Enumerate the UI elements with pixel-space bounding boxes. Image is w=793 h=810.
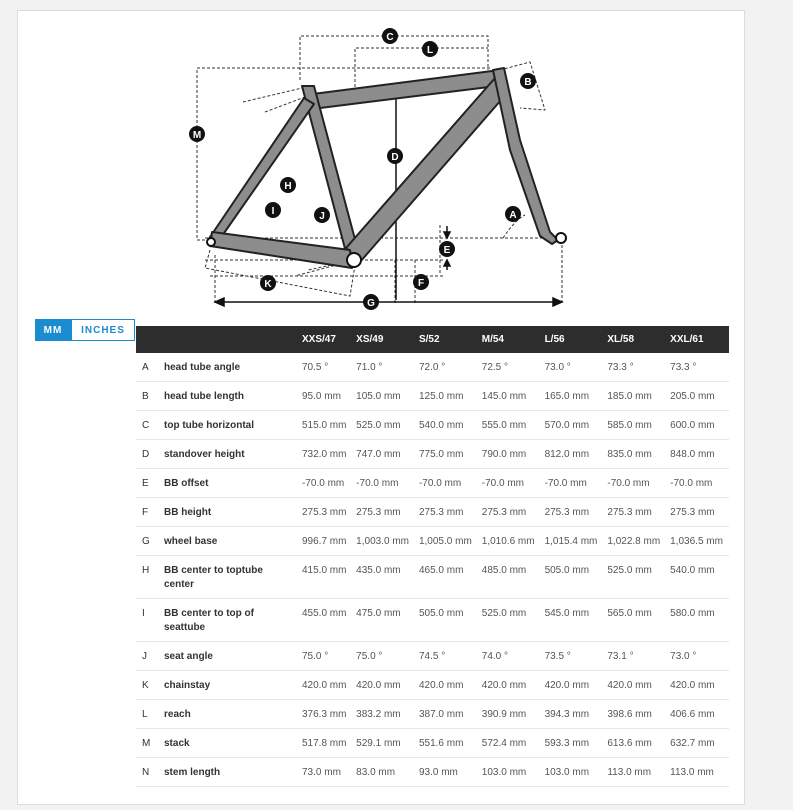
row-value: 996.7 mm bbox=[298, 527, 352, 556]
row-letter: E bbox=[136, 469, 160, 498]
row-value: 74.0 ° bbox=[478, 642, 541, 671]
marker-f bbox=[413, 274, 429, 290]
row-value: 73.3 ° bbox=[666, 353, 729, 382]
unit-mm-button[interactable]: MM bbox=[35, 319, 71, 341]
row-value: 525.0 mm bbox=[352, 411, 415, 440]
row-letter: F bbox=[136, 498, 160, 527]
row-letter: J bbox=[136, 642, 160, 671]
row-value: 72.0 ° bbox=[415, 353, 478, 382]
row-value: 475.0 mm bbox=[352, 599, 415, 642]
row-value: 275.3 mm bbox=[298, 498, 352, 527]
svg-text:B: B bbox=[524, 77, 532, 88]
row-value: 376.3 mm bbox=[298, 700, 352, 729]
row-label: head tube angle bbox=[160, 353, 298, 382]
row-value: 420.0 mm bbox=[298, 671, 352, 700]
row-value: 1,003.0 mm bbox=[352, 527, 415, 556]
svg-text:L: L bbox=[426, 45, 434, 56]
row-value: 113.0 mm bbox=[666, 758, 729, 787]
row-value: 545.0 mm bbox=[541, 599, 604, 642]
row-value: 95.0 mm bbox=[298, 382, 352, 411]
row-value: 1,036.5 mm bbox=[666, 527, 729, 556]
row-label: reach bbox=[160, 700, 298, 729]
svg-text:M: M bbox=[192, 130, 202, 141]
row-value: 72.5 ° bbox=[478, 353, 541, 382]
row-value: 73.5 ° bbox=[541, 642, 604, 671]
header-size: S/52 bbox=[415, 326, 478, 353]
row-value: 73.0 ° bbox=[541, 353, 604, 382]
table-row bbox=[136, 729, 729, 758]
marker-m bbox=[189, 126, 205, 142]
table-row bbox=[136, 700, 729, 729]
row-label: top tube horizontal bbox=[160, 411, 298, 440]
row-value: 73.3 ° bbox=[603, 353, 666, 382]
row-value: -70.0 mm bbox=[478, 469, 541, 498]
row-letter: I bbox=[136, 599, 160, 642]
marker-h bbox=[280, 177, 296, 193]
row-value: 812.0 mm bbox=[541, 440, 604, 469]
row-value: 70.5 ° bbox=[298, 353, 352, 382]
row-letter: N bbox=[136, 758, 160, 787]
row-value: 1,015.4 mm bbox=[541, 527, 604, 556]
row-value: 732.0 mm bbox=[298, 440, 352, 469]
row-value: 1,010.6 mm bbox=[478, 527, 541, 556]
row-value: 529.1 mm bbox=[352, 729, 415, 758]
row-letter: G bbox=[136, 527, 160, 556]
table-header-row bbox=[136, 326, 729, 353]
row-value: -70.0 mm bbox=[666, 469, 729, 498]
row-value: 105.0 mm bbox=[352, 382, 415, 411]
row-value: 103.0 mm bbox=[478, 758, 541, 787]
row-value: 565.0 mm bbox=[603, 599, 666, 642]
marker-d bbox=[387, 148, 403, 164]
row-value: 593.3 mm bbox=[541, 729, 604, 758]
row-value: 540.0 mm bbox=[666, 556, 729, 599]
table-row bbox=[136, 469, 729, 498]
row-value: 275.3 mm bbox=[603, 498, 666, 527]
header-letter bbox=[136, 326, 160, 353]
row-label: wheel base bbox=[160, 527, 298, 556]
row-value: 275.3 mm bbox=[478, 498, 541, 527]
row-value: 205.0 mm bbox=[666, 382, 729, 411]
row-value: 73.0 ° bbox=[666, 642, 729, 671]
svg-text:F: F bbox=[417, 278, 425, 289]
row-letter: C bbox=[136, 411, 160, 440]
marker-a bbox=[505, 206, 521, 222]
row-value: 145.0 mm bbox=[478, 382, 541, 411]
row-value: 73.1 ° bbox=[603, 642, 666, 671]
svg-text:C: C bbox=[386, 32, 394, 43]
table-row bbox=[136, 671, 729, 700]
svg-text:H: H bbox=[284, 181, 292, 192]
row-value: 848.0 mm bbox=[666, 440, 729, 469]
row-label: BB offset bbox=[160, 469, 298, 498]
svg-text:J: J bbox=[319, 211, 325, 222]
row-value: 570.0 mm bbox=[541, 411, 604, 440]
svg-text:E: E bbox=[443, 245, 451, 256]
row-label: seat angle bbox=[160, 642, 298, 671]
table-row bbox=[136, 498, 729, 527]
row-value: 555.0 mm bbox=[478, 411, 541, 440]
row-value: 420.0 mm bbox=[415, 671, 478, 700]
marker-e bbox=[439, 241, 455, 257]
row-value: 525.0 mm bbox=[478, 599, 541, 642]
row-value: 585.0 mm bbox=[603, 411, 666, 440]
marker-g bbox=[363, 294, 379, 310]
row-value: 572.4 mm bbox=[478, 729, 541, 758]
row-value: 775.0 mm bbox=[415, 440, 478, 469]
header-size: XL/58 bbox=[603, 326, 666, 353]
row-value: 613.6 mm bbox=[603, 729, 666, 758]
row-value: 73.0 mm bbox=[298, 758, 352, 787]
row-value: 505.0 mm bbox=[541, 556, 604, 599]
svg-text:G: G bbox=[367, 298, 375, 309]
header-size: M/54 bbox=[478, 326, 541, 353]
row-value: 465.0 mm bbox=[415, 556, 478, 599]
table-row bbox=[136, 599, 729, 642]
table-body bbox=[136, 353, 729, 787]
row-letter: K bbox=[136, 671, 160, 700]
row-value: 93.0 mm bbox=[415, 758, 478, 787]
row-value: -70.0 mm bbox=[603, 469, 666, 498]
row-value: 83.0 mm bbox=[352, 758, 415, 787]
row-value: 525.0 mm bbox=[603, 556, 666, 599]
row-value: 275.3 mm bbox=[415, 498, 478, 527]
row-value: 75.0 ° bbox=[298, 642, 352, 671]
frame-geometry-diagram bbox=[0, 0, 793, 320]
row-value: 71.0 ° bbox=[352, 353, 415, 382]
row-value: 790.0 mm bbox=[478, 440, 541, 469]
row-value: 74.5 ° bbox=[415, 642, 478, 671]
row-letter: M bbox=[136, 729, 160, 758]
row-value: 113.0 mm bbox=[603, 758, 666, 787]
row-value: 505.0 mm bbox=[415, 599, 478, 642]
row-value: 420.0 mm bbox=[541, 671, 604, 700]
row-value: 103.0 mm bbox=[541, 758, 604, 787]
svg-text:D: D bbox=[391, 152, 399, 163]
marker-l bbox=[422, 41, 438, 57]
table-row bbox=[136, 353, 729, 382]
svg-text:K: K bbox=[264, 279, 272, 290]
marker-k bbox=[260, 275, 276, 291]
geometry-table bbox=[136, 326, 729, 787]
marker-c bbox=[382, 28, 398, 44]
svg-text:A: A bbox=[509, 210, 517, 221]
header-size: L/56 bbox=[541, 326, 604, 353]
row-label: head tube length bbox=[160, 382, 298, 411]
marker-i bbox=[265, 202, 281, 218]
row-value: 125.0 mm bbox=[415, 382, 478, 411]
row-value: 275.3 mm bbox=[352, 498, 415, 527]
row-value: 275.3 mm bbox=[541, 498, 604, 527]
row-value: 632.7 mm bbox=[666, 729, 729, 758]
table-row bbox=[136, 382, 729, 411]
row-label: BB center to top of seattube bbox=[160, 599, 298, 642]
table-row bbox=[136, 556, 729, 599]
row-value: 600.0 mm bbox=[666, 411, 729, 440]
row-value: 540.0 mm bbox=[415, 411, 478, 440]
row-letter: B bbox=[136, 382, 160, 411]
table-row bbox=[136, 642, 729, 671]
table-row bbox=[136, 411, 729, 440]
header-size: XXS/47 bbox=[298, 326, 352, 353]
row-value: 420.0 mm bbox=[666, 671, 729, 700]
row-value: -70.0 mm bbox=[298, 469, 352, 498]
row-value: 165.0 mm bbox=[541, 382, 604, 411]
row-value: 387.0 mm bbox=[415, 700, 478, 729]
row-label: standover height bbox=[160, 440, 298, 469]
row-value: 420.0 mm bbox=[478, 671, 541, 700]
marker-j bbox=[314, 207, 330, 223]
header-label bbox=[160, 326, 298, 353]
row-value: 398.6 mm bbox=[603, 700, 666, 729]
header-size: XS/49 bbox=[352, 326, 415, 353]
row-letter: A bbox=[136, 353, 160, 382]
marker-b bbox=[520, 73, 536, 89]
table-row bbox=[136, 527, 729, 556]
row-value: 420.0 mm bbox=[603, 671, 666, 700]
row-label: BB height bbox=[160, 498, 298, 527]
row-value: 517.8 mm bbox=[298, 729, 352, 758]
row-label: chainstay bbox=[160, 671, 298, 700]
row-value: 435.0 mm bbox=[352, 556, 415, 599]
row-value: 747.0 mm bbox=[352, 440, 415, 469]
row-value: 485.0 mm bbox=[478, 556, 541, 599]
row-value: 275.3 mm bbox=[666, 498, 729, 527]
row-value: 420.0 mm bbox=[352, 671, 415, 700]
row-value: 1,022.8 mm bbox=[603, 527, 666, 556]
row-value: 75.0 ° bbox=[352, 642, 415, 671]
row-value: 455.0 mm bbox=[298, 599, 352, 642]
row-value: 390.9 mm bbox=[478, 700, 541, 729]
row-value: 415.0 mm bbox=[298, 556, 352, 599]
table-row bbox=[136, 758, 729, 787]
row-letter: L bbox=[136, 700, 160, 729]
unit-toggle bbox=[35, 319, 135, 341]
row-value: -70.0 mm bbox=[541, 469, 604, 498]
row-value: 383.2 mm bbox=[352, 700, 415, 729]
row-value: -70.0 mm bbox=[352, 469, 415, 498]
row-label: stack bbox=[160, 729, 298, 758]
row-letter: D bbox=[136, 440, 160, 469]
row-value: -70.0 mm bbox=[415, 469, 478, 498]
row-value: 1,005.0 mm bbox=[415, 527, 478, 556]
row-value: 551.6 mm bbox=[415, 729, 478, 758]
header-size: XXL/61 bbox=[666, 326, 729, 353]
svg-text:I: I bbox=[271, 206, 275, 217]
row-value: 394.3 mm bbox=[541, 700, 604, 729]
row-value: 185.0 mm bbox=[603, 382, 666, 411]
row-letter: H bbox=[136, 556, 160, 599]
row-value: 406.6 mm bbox=[666, 700, 729, 729]
row-label: BB center to toptube center bbox=[160, 556, 298, 599]
unit-inches-button[interactable]: INCHES bbox=[71, 319, 135, 341]
row-label: stem length bbox=[160, 758, 298, 787]
row-value: 515.0 mm bbox=[298, 411, 352, 440]
table-row bbox=[136, 440, 729, 469]
row-value: 835.0 mm bbox=[603, 440, 666, 469]
row-value: 580.0 mm bbox=[666, 599, 729, 642]
